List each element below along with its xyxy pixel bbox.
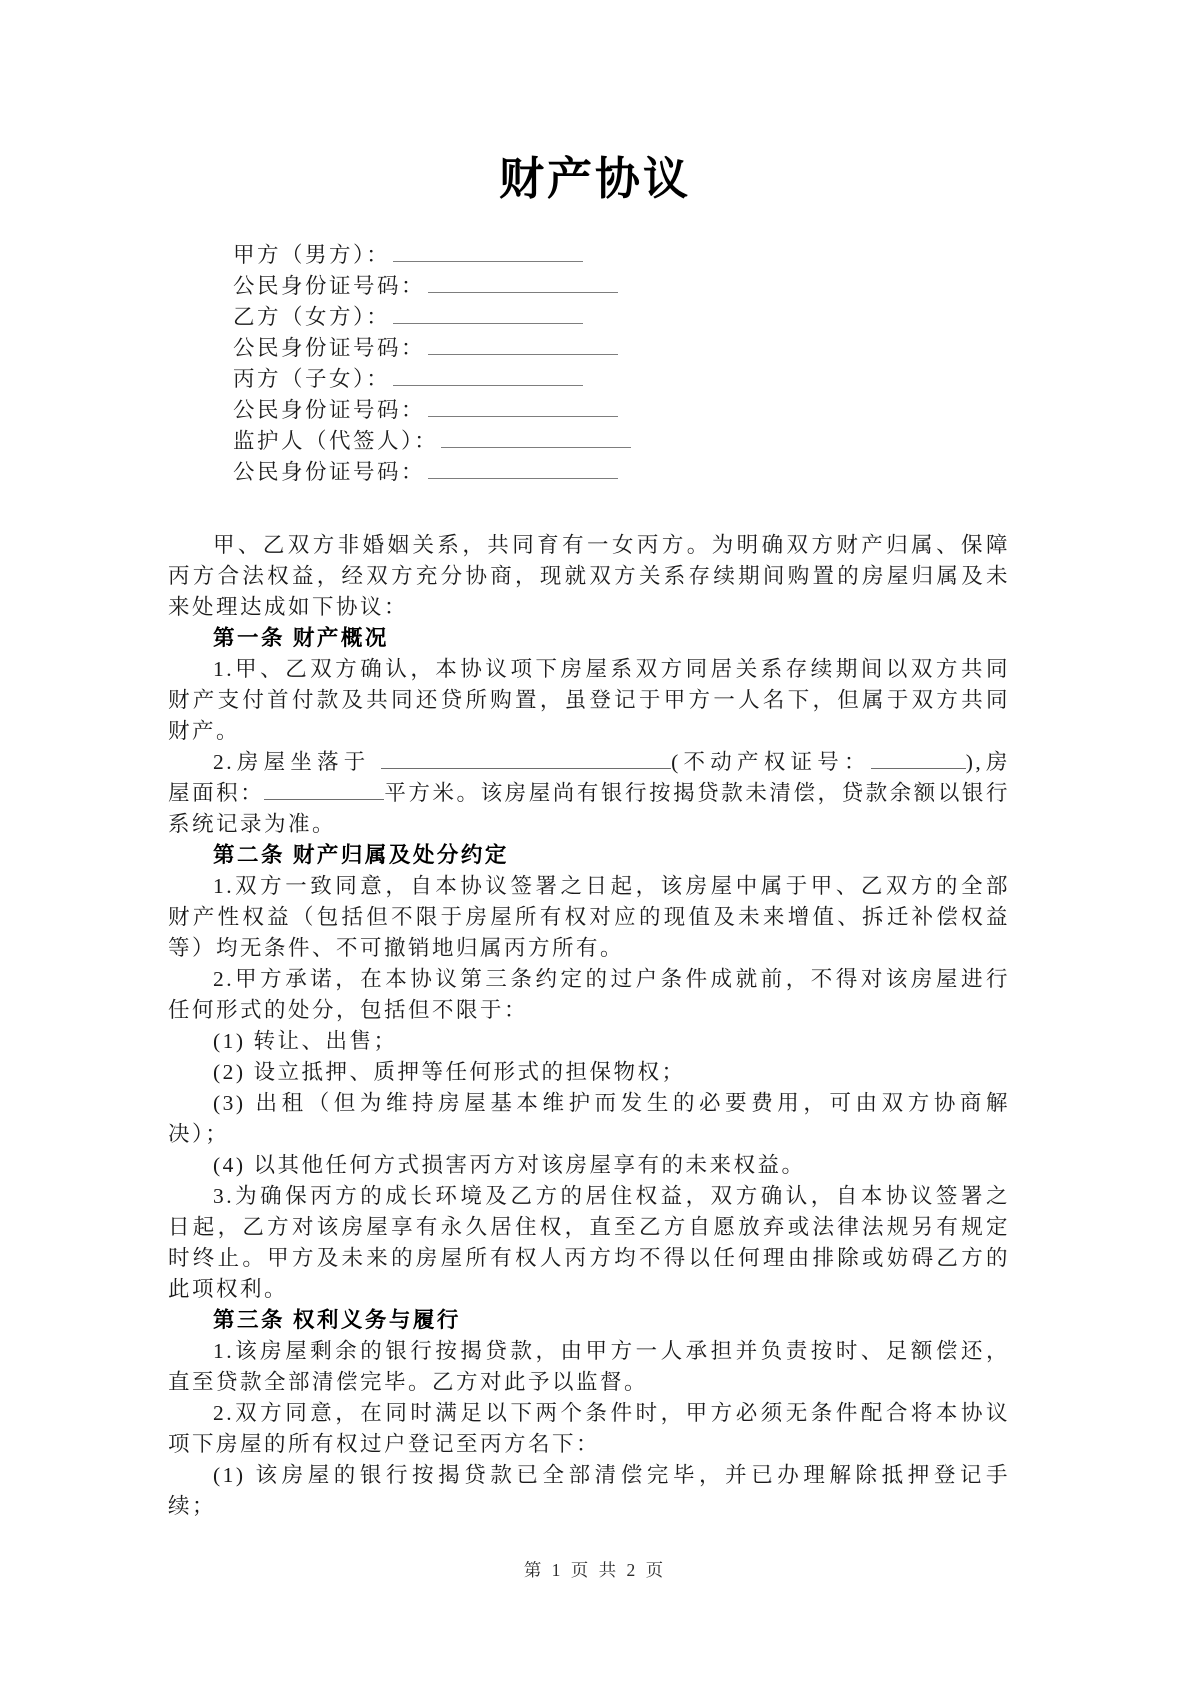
form-field-row xyxy=(233,395,1190,426)
form-blank-input[interactable] xyxy=(428,354,618,355)
party-info-form xyxy=(0,240,1190,488)
body-text-segment: ),房 xyxy=(965,750,1010,774)
body-line: 财产支付首付款及共同还贷所购置，虽登记于甲方一人名下，但属于双方共同 xyxy=(168,688,1010,712)
form-field-row xyxy=(233,302,1190,333)
form-blank-input[interactable] xyxy=(393,323,583,324)
body-line: 直至贷款全部清偿完毕。乙方对此予以监督。 xyxy=(168,1370,649,1394)
form-field-row xyxy=(233,240,1190,271)
body-line: 时终止。甲方及未来的房屋所有权人丙方均不得以任何理由排除或妨碍乙方的 xyxy=(168,1246,1010,1270)
form-field-label: 公民身份证号码： xyxy=(233,336,426,360)
form-blank-input[interactable] xyxy=(428,478,618,479)
form-field-label: 甲方（男方）： xyxy=(233,243,391,267)
body-line: 项下房屋的所有权过户登记至丙方名下： xyxy=(168,1432,601,1456)
contract-body xyxy=(168,530,1010,1522)
form-field-label: 公民身份证号码： xyxy=(233,398,426,422)
body-line: 1.甲、乙双方确认，本协议项下房屋系双方同居关系存续期间以双方共同 xyxy=(213,657,1010,681)
body-line: 3.为确保丙方的成长环境及乙方的居住权益，双方确认，自本协议签署之 xyxy=(213,1184,1010,1208)
form-field-label: 乙方（女方）： xyxy=(233,305,391,329)
body-line: 来处理达成如下协议： xyxy=(168,595,409,619)
body-text-segment: 平方米。该房屋尚有银行按揭贷款未清偿，贷款余额以银行 xyxy=(384,781,1010,805)
form-blank-input[interactable] xyxy=(393,261,583,262)
section-heading: 第三条 权利义务与履行 xyxy=(213,1308,461,1332)
form-blank-input[interactable] xyxy=(393,385,583,386)
form-field-label: 公民身份证号码： xyxy=(233,460,426,484)
fill-in-blank[interactable] xyxy=(264,799,384,800)
body-line: 2.甲方承诺，在本协议第三条约定的过户条件成就前，不得对该房屋进行 xyxy=(213,967,1010,991)
body-line: (1) 转让、出售； xyxy=(213,1029,398,1053)
body-line: (4) 以其他任何方式损害丙方对该房屋享有的未来权益。 xyxy=(213,1153,806,1177)
body-line: 2.双方同意，在同时满足以下两个条件时，甲方必须无条件配合将本协议 xyxy=(213,1401,1010,1425)
body-line: 1.双方一致同意，自本协议签署之日起，该房屋中属于甲、乙双方的全部 xyxy=(213,874,1010,898)
form-blank-input[interactable] xyxy=(441,447,631,448)
body-text-segment: 屋面积： xyxy=(168,781,265,805)
form-field-row xyxy=(233,333,1190,364)
body-line: 财产性权益（包括但不限于房屋所有权对应的现值及未来增值、拆迁补偿权益 xyxy=(168,905,1010,929)
section-heading: 第一条 财产概况 xyxy=(213,626,389,650)
body-line: 系统记录为准。 xyxy=(168,812,337,836)
body-line: 丙方合法权益，经双方充分协商，现就双方关系存续期间购置的房屋归属及未 xyxy=(168,564,1010,588)
body-line: (3) 出租（但为维持房屋基本维护而发生的必要费用，可由双方协商解 xyxy=(213,1091,1010,1115)
body-line: (2) 设立抵押、质押等任何形式的担保物权； xyxy=(213,1060,686,1084)
form-field-label: 丙方（子女）： xyxy=(233,367,391,391)
document-title: 财产协议 xyxy=(498,154,691,204)
body-line: 1.该房屋剩余的银行按揭贷款，由甲方一人承担并负责按时、足额偿还， xyxy=(213,1339,1010,1363)
body-line: 任何形式的处分，包括但不限于： xyxy=(168,998,529,1022)
body-line: 等）均无条件、不可撤销地归属丙方所有。 xyxy=(168,936,625,960)
page-number-footer: 第 1 页 共 2 页 xyxy=(523,1560,667,1580)
form-field-label: 公民身份证号码： xyxy=(233,274,426,298)
body-text-segment: 2.房屋坐落于 xyxy=(213,750,382,774)
fill-in-blank[interactable] xyxy=(871,768,966,769)
form-field-row xyxy=(233,426,1190,457)
form-blank-input[interactable] xyxy=(428,292,618,293)
form-field-row xyxy=(233,457,1190,488)
form-field-row xyxy=(233,271,1190,302)
form-field-row xyxy=(233,364,1190,395)
body-line: 此项权利。 xyxy=(168,1277,289,1301)
section-heading: 第二条 财产归属及处分约定 xyxy=(213,843,509,867)
form-blank-input[interactable] xyxy=(428,416,618,417)
body-line xyxy=(168,747,1010,778)
body-text-segment: (不动产权证号： xyxy=(671,750,871,774)
body-line: 续； xyxy=(168,1494,217,1518)
body-line xyxy=(168,778,1010,809)
body-line: 财产。 xyxy=(168,719,241,743)
body-line: (1) 该房屋的银行按揭贷款已全部清偿完毕，并已办理解除抵押登记手 xyxy=(213,1463,1010,1487)
body-line: 甲、乙双方非婚姻关系，共同育有一女丙方。为明确双方财产归属、保障 xyxy=(213,533,1010,557)
body-line: 决）； xyxy=(168,1122,230,1146)
fill-in-blank[interactable] xyxy=(381,768,671,769)
form-field-label: 监护人（代签人）： xyxy=(233,429,439,453)
body-line: 日起，乙方对该房屋享有永久居住权，直至乙方自愿放弃或法律法规另有规定 xyxy=(168,1215,1010,1239)
